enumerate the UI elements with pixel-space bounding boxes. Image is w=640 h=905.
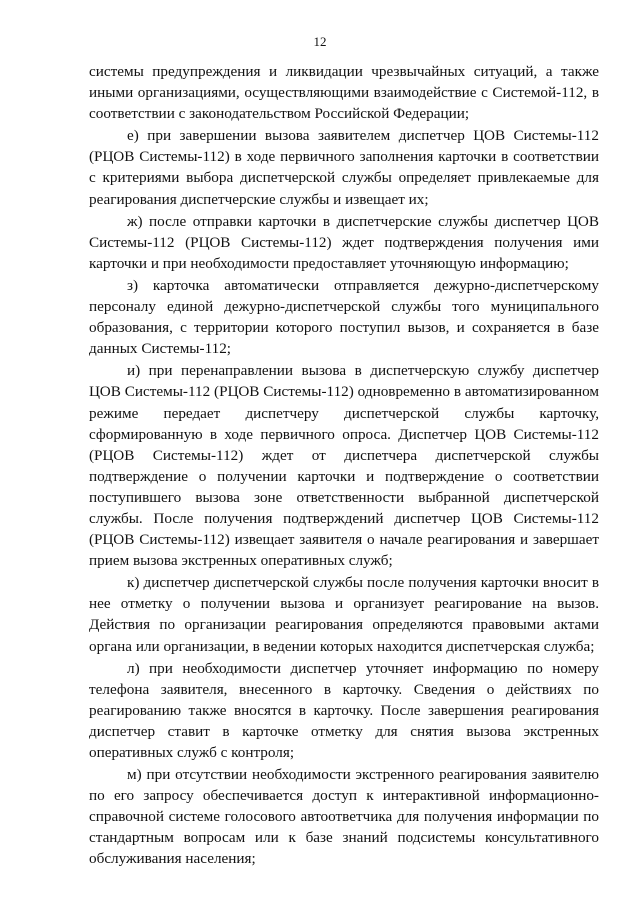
paragraph-item-l: л) при необходимости диспетчер уточняет информацию по номеру телефона заявителя, внесенного в карточку. Сведения о действиях по реагированию также вносятся в карточку. После завершения реагирования диспетчер ставит в карточке отметку для снятия вызова экстренных оперативных служб с контроля; [89, 659, 599, 761]
paragraph-item-z: з) карточка автоматически отправляется дежурно-диспетчерскому персоналу единой дежурно-диспетчерской службы того муниципального образования, с территории которого поступил вызов, и сохраняется в базе данных Системы-112; [89, 276, 599, 358]
paragraph-continuation: системы предупреждения и ликвидации чрезвычайных ситуаций, а также иными организациями, осуществляющими взаимодействие с Системой-112, в соответствии с законодательством Российской Федерации; [89, 63, 599, 123]
paragraph-item-k: к) диспетчер диспетчерской службы после получения карточки вносит в нее отметку о получении вызова и организует реагирование на вызов. Действия по организации реагирования определяются правовыми актами органа или организации, в ведении которых находится диспетчерская служба; [89, 574, 599, 655]
paragraph-item-i: и) при перенаправлении вызова в диспетчерскую службу диспетчер ЦОВ Системы-112 (РЦОВ Системы-112) одновременно в автоматизированном режиме передает диспетчеру диспетчерской службы карточку, сформированную в ходе первичного опроса. Диспетчер ЦОВ Системы-112 (РЦОВ Системы-112) ждет от диспетчера диспетчерской службы подтверждение о получении карточки и подтверждение о соответствии поступившего вызова зоне ответственности выбранной диспетчерской службы. После получения подтверждений диспетчер ЦОВ Системы-112 (РЦОВ Системы-112) извещает заявителя о начале реагирования и завершает прием вызова экстренных оперативных служб; [89, 362, 599, 570]
paragraph-item-e: е) при завершении вызова заявителем диспетчер ЦОВ Системы-112 (РЦОВ Системы-112) в ходе первичного заполнения карточки в соответствии с критериями выбора диспетчерской службы определяет привлекаемые для реагирования диспетчерские службы и извещает их; [89, 127, 599, 208]
paragraph-item-m: м) при отсутствии необходимости экстренного реагирования заявителю по его запросу обеспечивается доступ к интерактивной информационно-справочной системе голосового автоответчика для получения информации по стандартным вопросам или к базе знаний подсистемы консультативного обслуживания населения; [89, 766, 599, 868]
page-number: 12 [313, 34, 327, 49]
paragraph-item-zh: ж) после отправки карточки в диспетчерские службы диспетчер ЦОВ Системы-112 (РЦОВ Системы-112) ждет подтверждения получения ими карточки и при необходимости предоставляет уточняющую информацию; [89, 212, 599, 272]
document-body [89, 61, 599, 870]
